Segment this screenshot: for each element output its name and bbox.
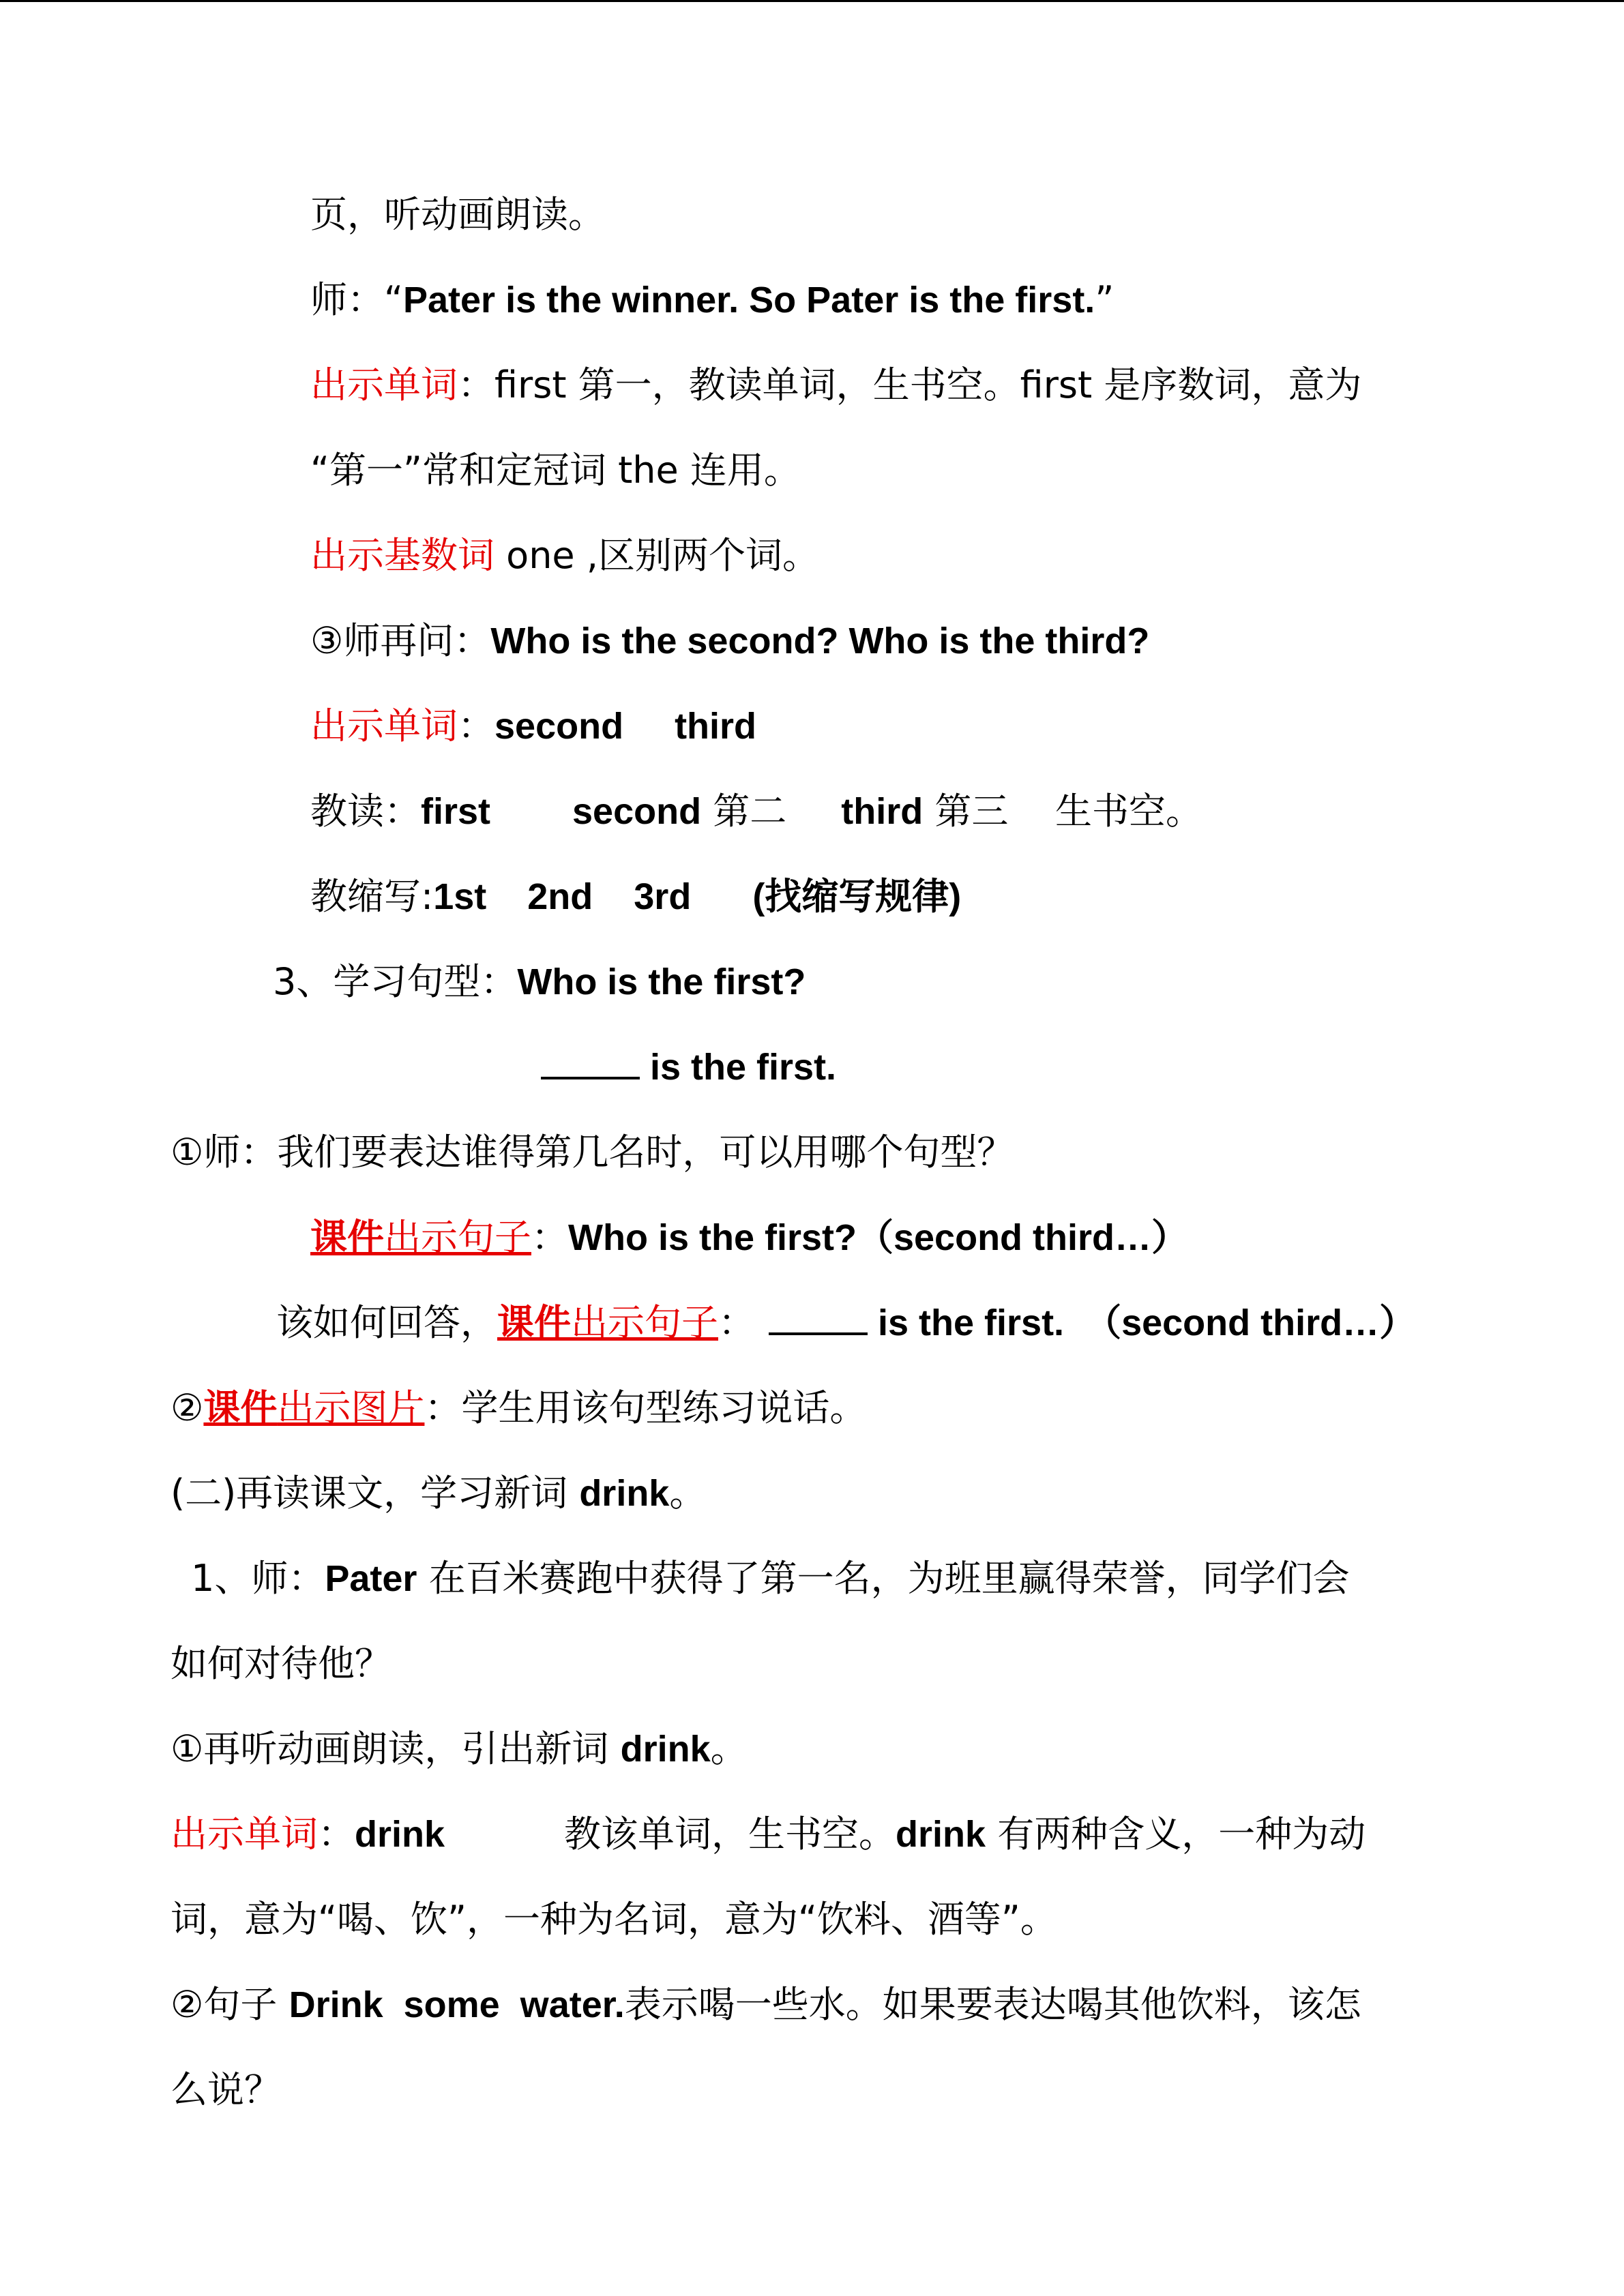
text: ： xyxy=(458,704,494,747)
bold-text: Who is the first? xyxy=(517,961,806,1002)
text: 第二 xyxy=(701,790,787,833)
line-7 xyxy=(310,702,756,750)
text: 1、师： xyxy=(191,1557,325,1600)
text: ②句子 xyxy=(171,1983,289,2026)
text: 师：“ xyxy=(310,278,403,321)
line-14 xyxy=(276,1299,1416,1347)
answer-blank xyxy=(769,1302,868,1335)
line-19 xyxy=(171,1725,748,1773)
line-23 xyxy=(171,2066,281,2114)
courseware-label: 课件 xyxy=(497,1301,571,1344)
line-18 xyxy=(171,1640,392,1688)
bold-text: Who is the first?（second third…） xyxy=(568,1217,1189,1258)
red-label: 出示单词 xyxy=(310,363,458,406)
bold-text: Drink some water. xyxy=(289,1984,625,2025)
text: 如何对待他？ xyxy=(171,1642,392,1685)
line-16 xyxy=(171,1470,706,1517)
line-9 xyxy=(310,873,961,921)
bold-text: drink xyxy=(355,1814,445,1855)
text: ：first 第一，教读单词，生书空。first 是序数词，意为 xyxy=(458,363,1362,406)
red-label: 出示单词 xyxy=(310,704,458,747)
line-4 xyxy=(310,447,801,494)
text: 。 xyxy=(710,1727,748,1770)
text: ①再听动画朗读，引出新词 xyxy=(171,1727,621,1770)
text: 。 xyxy=(669,1472,707,1515)
text: 教缩写: xyxy=(310,875,434,918)
text: ： xyxy=(531,1216,568,1259)
text: ： xyxy=(718,1301,755,1344)
red-label: 出示句子 xyxy=(571,1301,718,1344)
line-15 xyxy=(171,1384,866,1432)
line-20 xyxy=(171,1810,1365,1858)
bold-text: second third xyxy=(494,706,757,747)
text: 有两种含义，一种为动 xyxy=(986,1813,1366,1855)
bold-text: first xyxy=(421,791,491,832)
bold-text: second xyxy=(572,791,702,832)
text: ①师：我们要表达谁得第几名时，可以用哪个句型？ xyxy=(171,1131,1014,1174)
top-border xyxy=(0,0,1624,2)
text: one ,区别两个词。 xyxy=(494,534,819,577)
red-label: 出示图片 xyxy=(277,1386,425,1429)
text: ② xyxy=(171,1386,204,1429)
bold-text: third xyxy=(841,791,924,832)
red-label: 出示基数词 xyxy=(310,534,494,577)
text: ： xyxy=(318,1813,355,1855)
red-label: 出示句子 xyxy=(384,1216,531,1259)
text: ③师再问： xyxy=(310,619,491,662)
red-label: 出示单词 xyxy=(171,1813,318,1855)
courseware-label: 课件 xyxy=(310,1216,384,1259)
line-6 xyxy=(310,617,1149,665)
text: ：学生用该句型练习说话。 xyxy=(424,1386,867,1429)
line-3 xyxy=(310,361,1361,409)
line-2 xyxy=(310,276,1114,324)
text: ” xyxy=(1095,278,1114,321)
text: 第三 生书空。 xyxy=(923,790,1203,833)
line-10 xyxy=(273,958,806,1006)
bold-text: drink xyxy=(579,1473,670,1514)
bold-text: is the first. xyxy=(640,1047,837,1088)
text: 3、学习句型： xyxy=(273,960,518,1003)
courseware-label: 课件 xyxy=(203,1386,278,1429)
bold-text: is the first. （second third…） xyxy=(868,1302,1417,1343)
bold-text: drink xyxy=(896,1814,986,1855)
line-13 xyxy=(310,1214,1188,1262)
answer-blank xyxy=(541,1047,640,1079)
line-8 xyxy=(310,788,1202,835)
bold-text: drink xyxy=(620,1729,711,1770)
line-5 xyxy=(310,532,819,580)
text: 教该单词，生书空。 xyxy=(564,1813,896,1855)
text: 么说？ xyxy=(171,2068,281,2111)
line-11 xyxy=(541,1043,836,1091)
text: (二)再读课文，学习新词 xyxy=(171,1472,580,1515)
text: 在百米赛跑中获得了第一名，为班里赢得荣誉，同学们会 xyxy=(417,1557,1350,1600)
bold-text: Who is the second? Who is the third? xyxy=(490,621,1150,661)
text: 该如何回答， xyxy=(276,1301,497,1344)
text: 页，听动画朗读。 xyxy=(310,193,605,236)
bold-text: Pater is the winner. So Pater is the first. xyxy=(402,280,1095,320)
text: 词，意为“喝、饮”，一种为名词，意为“饮料、酒等”。 xyxy=(171,1898,1057,1941)
text: “第一”常和定冠词 the 连用。 xyxy=(310,449,801,492)
line-21 xyxy=(171,1896,1057,1943)
bold-text: Pater xyxy=(325,1558,417,1599)
text: 表示喝一些水。如果要表达喝其他饮料，该怎 xyxy=(624,1983,1361,2026)
bold-text: 1st 2nd 3rd (找缩写规律) xyxy=(433,876,962,917)
line-17 xyxy=(191,1555,1350,1602)
line-1 xyxy=(310,191,605,239)
line-12 xyxy=(171,1129,1014,1176)
text: 教读： xyxy=(310,790,421,833)
line-22 xyxy=(171,1981,1361,2029)
